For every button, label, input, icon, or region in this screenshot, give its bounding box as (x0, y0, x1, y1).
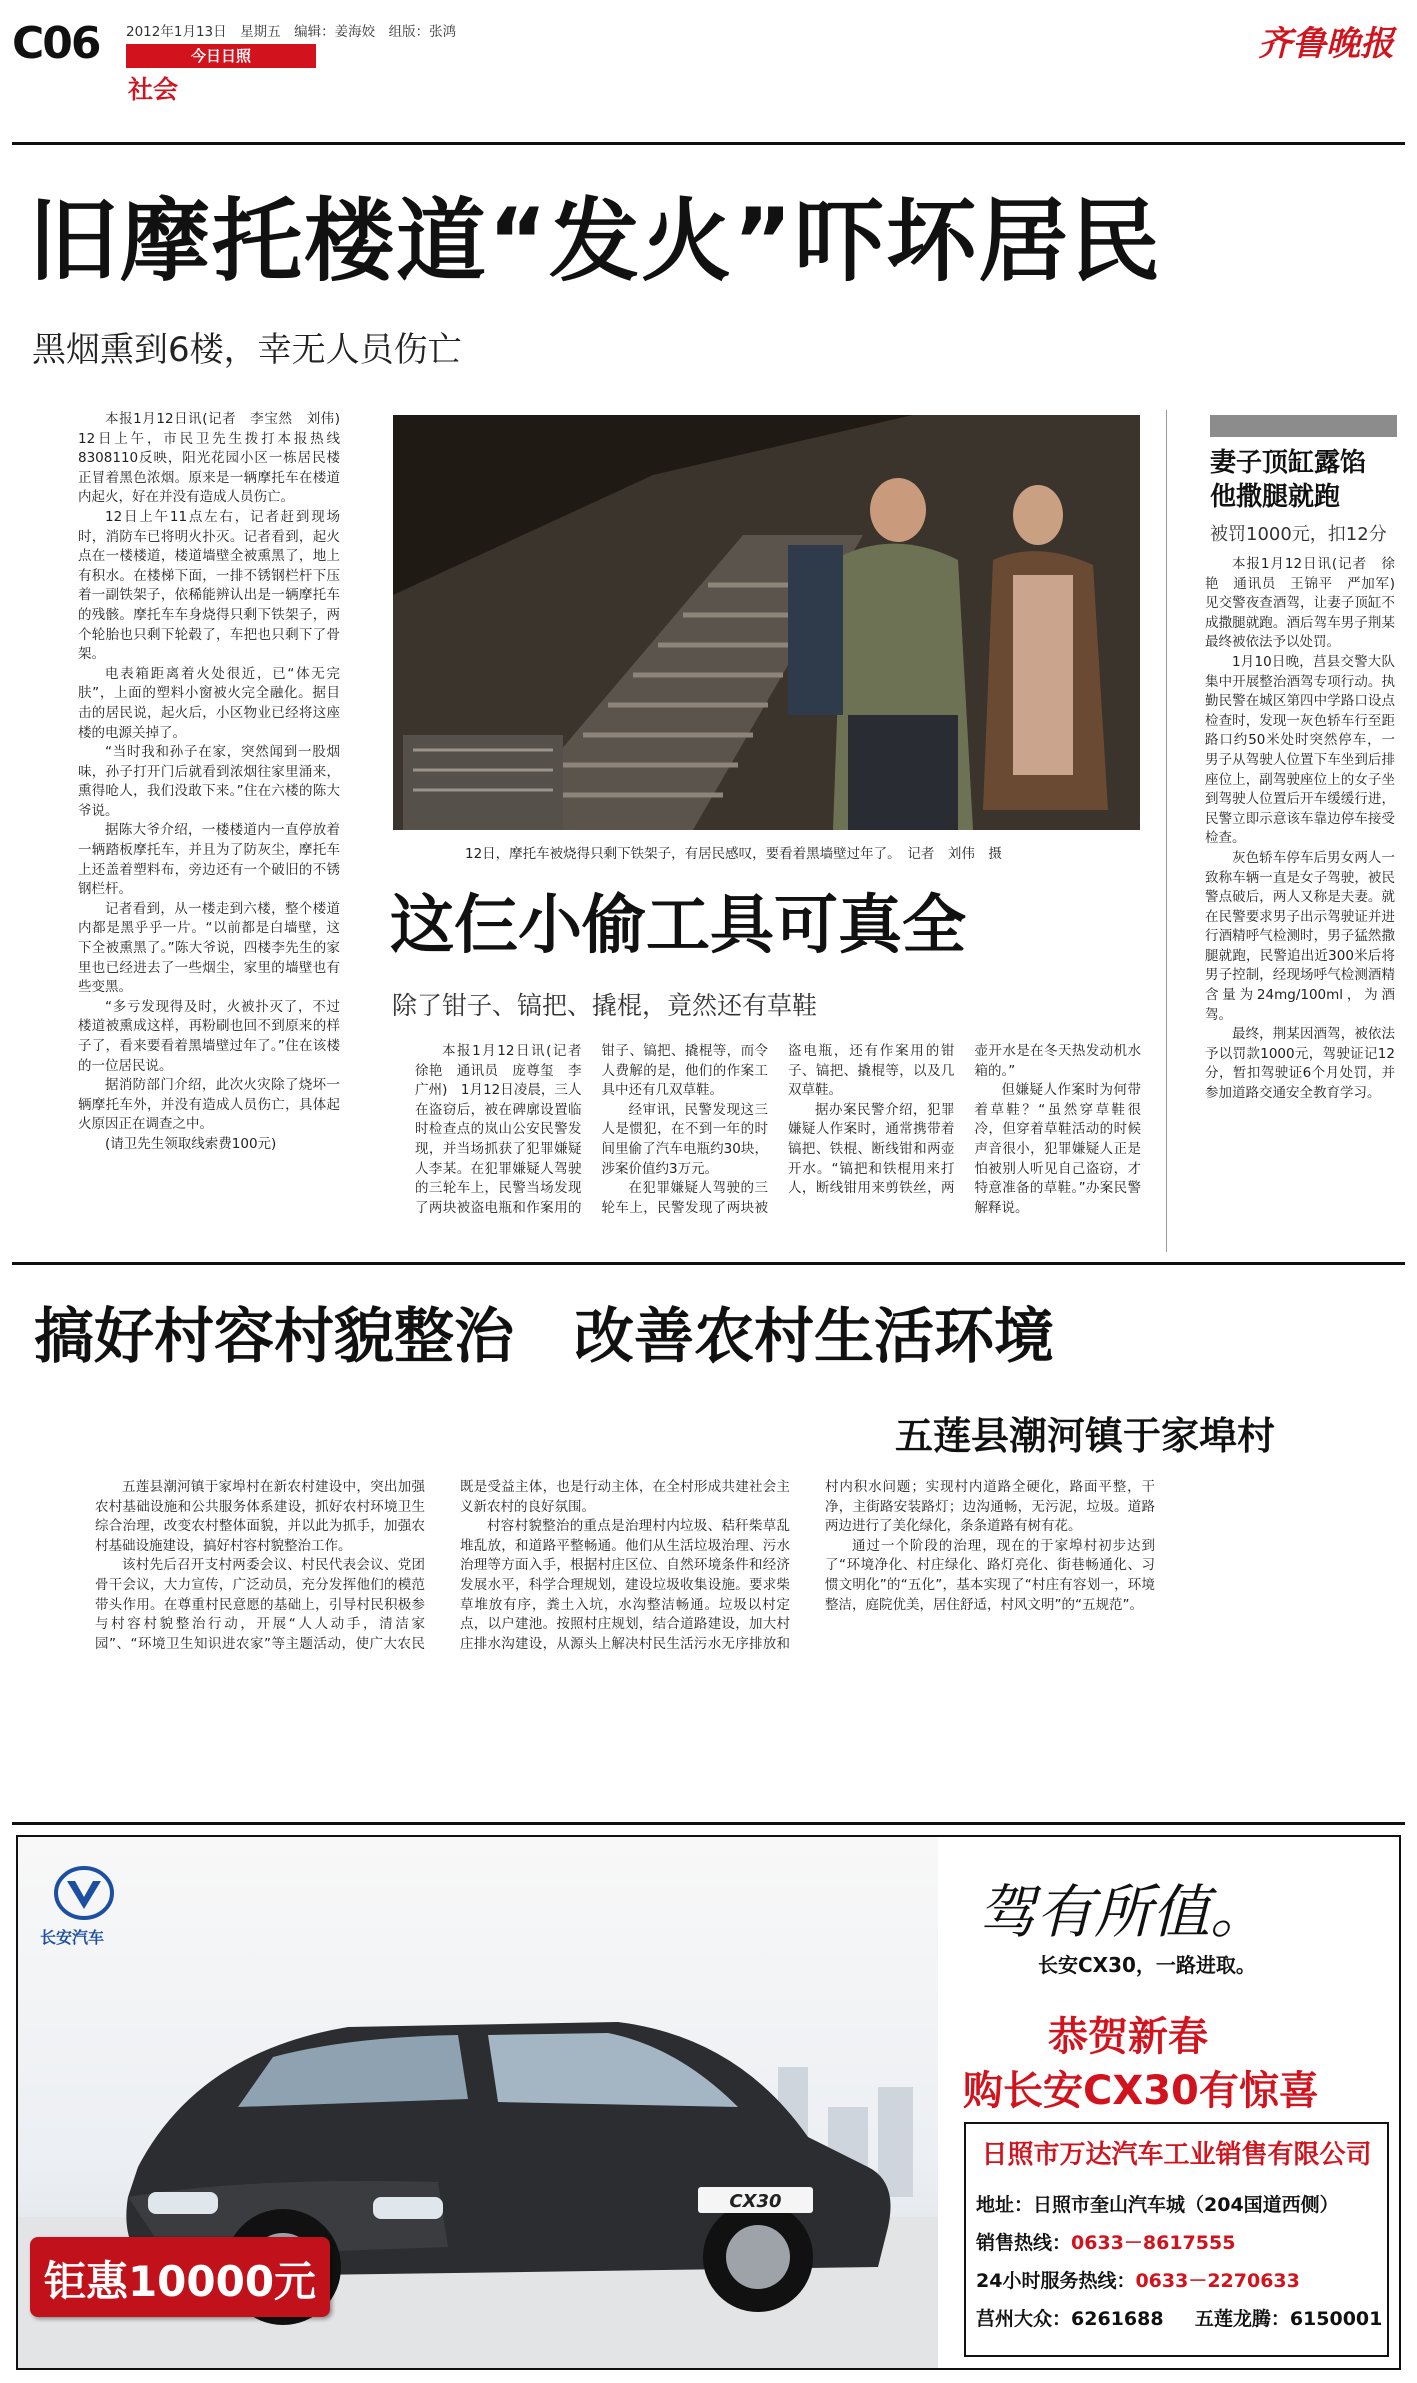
paragraph: 据消防部门介绍，此次火灾除了烧坏一辆摩托车外，并没有造成人员伤亡，具体起火原因正在调查之中。 (78, 1077, 340, 1133)
brand-name: 长安汽车 (40, 1928, 105, 1947)
header-rule (12, 142, 1405, 145)
hotline-number: 0633－8617555 (1071, 2232, 1236, 2254)
paragraph: 本报1月12日讯(记者 徐艳 通讯员 王锦平 严加军) 见交警夜查酒驾，让妻子顶缸不成撒腿就跑。酒后驾车男子荆某最终被依法予以处罚。 (1205, 556, 1409, 651)
sidebar-topbar (1210, 415, 1397, 437)
hotline-label: 销售热线： (976, 2232, 1072, 2254)
car-advertisement (16, 1835, 1401, 2370)
paragraph: 本报1月12日讯(记者 徐艳 通讯员 庞尊玺 李广州) 1月12日凌晨，三人在盗窃后，被在碑廓设置临时检查点的岚山公安民警发现，并当场抓获了犯罪嫌疑人李某。在犯罪嫌疑人驾驶的三轮车上，民警当场发现了两块被盗电瓶和作案用的钳子、镐把、撬棍等，而令人费解的是，他们的作案工具中还有几双草鞋。 (415, 1043, 768, 1216)
page-number: C06 (12, 18, 100, 69)
article-thieves-body (415, 1042, 1141, 1242)
photo-illustration (393, 415, 1140, 830)
branch1-number: 6261688 (1071, 2308, 1164, 2330)
bottom-rule (12, 1822, 1405, 1825)
paragraph: 经审讯，民警发现这三人是惯犯，在不到一年的时间里偷了汽车电瓶约30块，涉案价值约3万元。 (601, 1101, 768, 1177)
paragraph: 据陈大爷介绍，一楼楼道内一直停放着一辆踏板摩托车，并且为了防灰尘，摩托车上还盖着塑料布，旁边还有一个破旧的不锈钢栏杆。 (78, 822, 340, 898)
paragraph: 村容村貌整治的重点是治理村内垃圾、秸秆柴草乱堆乱放，和道路平整畅通。他们从生活垃圾治理、污水治理等方面入手，根据村庄区位、自然环境条件和经济发展水平，科学合理规划，建设垃圾收集设施。要求柴草堆放有序，粪土入坑，水沟整洁畅通。垃圾以村定点，以户建池。按照村庄规划，结合道路建设，加大村庄排水沟建设，从源头上解决村民生活污水无序排放和村内积水问题；实现村内道路全硬化，路面平整，干净，主街路安装路灯；边沟通畅，无污泥，垃圾。道路两边进行了美化绿化，条条道路有树有花。 (460, 1479, 1155, 1652)
sidebar-divider (1166, 410, 1167, 1252)
page-header (0, 0, 1417, 130)
masthead-logo: 齐鲁晚报 (1258, 24, 1394, 64)
changan-logo (53, 1865, 115, 1921)
branch2-number: 6150001 (1289, 2308, 1383, 2330)
dealer-address: 地址：日照市奎山汽车城（204国道西侧） (976, 2194, 1339, 2216)
paragraph: 但嫌疑人作案时为何带着草鞋？“虽然穿草鞋很冷，但穿着草鞋活动的时候声音很小，犯罪嫌疑人正是怕被别人听见自己盗窃，才特意准备的草鞋。”办案民警解释说。 (974, 1082, 1141, 1216)
paragraph: 灰色轿车停车后男女两人一致称车辆一直是女子驾驶，被民警点破后，两人又称是夫妻。就在民警要求男子出示驾驶证并进行酒精呼气检测时，男子猛然撒腿就跑，民警追出近300米后将男子控制，经现场呼气检测酒精含量为24mg/100ml，为酒驾。 (1205, 849, 1395, 1023)
sidebar-body (1205, 555, 1409, 1245)
subhead-thieves: 除了钳子、镐把、撬棍，竟然还有草鞋 (392, 991, 818, 1020)
paragraph: 最终，荆某因酒驾，被依法予以罚款1000元，驾驶证记12分，暂扣驾驶证6个月处罚，并参加道路交通安全教育学习。 (1205, 1026, 1395, 1102)
headline-fire: 旧摩托楼道“发火”吓坏居民 (28, 189, 1163, 294)
article-village-body (95, 1478, 1155, 1813)
paragraph: 本报1月12日讯(记者 李宝然 刘伟) 12日上午，市民卫先生拨打本报热线8308110反映，阳光花园小区一栋居民楼正冒着黑色浓烟。原来是一辆摩托车在楼道内起火，好在并没有造成人员伤亡。 (78, 411, 354, 506)
paragraph: 1月10日晚，莒县交警大队集中开展整治酒驾专项行动。执勤民警在城区第四中学路口设点检查时，发现一灰色轿车行至距路口约50米处时突然停车，一男子从驾驶人位置下车坐到后排座位上，副驾驶座位上的女子坐到驾驶人位置后开车缓缓行进，民警立即示意该车靠边停车接受检查。 (1205, 653, 1395, 847)
paragraph: 五莲县潮河镇于家埠村在新农村建设中，突出加强农村基础设施和公共服务体系建设，抓好农村环境卫生综合治理，改变农村整体面貌，并以此为抓手，加强农村基础设施建设，搞好村容村貌整治工作。 (95, 1479, 425, 1554)
ad-left-scene (18, 1837, 938, 2368)
dealer-box (964, 2122, 1389, 2357)
branch2-label: 五莲龙腾： (1194, 2308, 1290, 2330)
paragraph: 据办案民警介绍，犯罪嫌疑人作案时，通常携带着镐把、铁棍、断线钳和两壶开水。“镐把和铁棍用来打人，断线钳用来剪铁丝，两壶开水是在冬天热发动机水箱的。” (788, 1043, 1141, 1197)
sidebar-headline: 妻子顶缸露馅 他撒腿就跑 (1210, 448, 1393, 512)
paragraph: 记者看到，从一楼走到六楼，整个楼道内都是黑乎乎一片。“以前都是白墙壁，这下全被熏黑了。”陈大爷说，四楼李先生的家里也已经进去了一些烟尘，家里的墙壁也有些变黑。 (78, 900, 340, 996)
discount-tag (30, 2237, 330, 2317)
header-meta: 2012年1月13日 星期五 编辑：姜海姣 组版：张鸿 (126, 24, 457, 40)
branches-row (976, 2304, 1382, 2331)
service-row (976, 2266, 1300, 2293)
section-label: 今日日照 (126, 44, 316, 68)
paragraph: 在犯罪嫌疑人驾驶的三轮车上，民警发现了两块被盗电瓶，还有作案用的钳子、镐把、撬棍等，以及几双草鞋。 (601, 1043, 955, 1216)
article-fire-body (78, 410, 354, 1240)
paragraph: (请卫先生领取线索费100元) (105, 1135, 277, 1152)
service-label: 24小时服务热线： (976, 2270, 1136, 2292)
section-name: 社会 (128, 75, 179, 104)
headline-village: 搞好村容村貌整治 改善农村生活环境 (34, 1302, 1054, 1372)
paragraph: 电表箱距离着火处很近，已“体无完肤”，上面的塑料小窗被火完全融化。据目击的居民说，起火后，小区物业已经将这座楼的电源关掉了。 (78, 665, 340, 741)
changan-v-icon (53, 1865, 115, 1921)
ad-slogan: 驾有所值。 (978, 1878, 1269, 1946)
discount-text: 钜惠10000元 (43, 2257, 317, 2306)
service-number: 0633－2270633 (1135, 2270, 1300, 2292)
paragraph: 通过一个阶段的治理，现在的于家埠村初步达到了“环境净化、村庄绿化、路灯亮化、街巷畅通化、习惯文明化”的“五化”，基本实现了“村庄有容划一，环境整洁，庭院优美，居住舒适，村风文明”的“五规范”。 (825, 1537, 1155, 1613)
paragraph: 12日上午11点左右，记者赶到现场时，消防车已将明火扑灭。记者看到，起火点在一楼楼道，楼道墙壁全被熏黑了，地上有积水。在楼梯下面，一排不锈钢栏杆下压着一副铁架子，依稀能辨认出是一辆摩托车的残骸。摩托车车身烧得只剩下铁架子，两个轮胎也只剩下轮毂了，车把也只剩下了骨架。 (78, 508, 340, 663)
subhead-village: 五莲县潮河镇于家埠村 (895, 1414, 1276, 1458)
mid-rule (12, 1262, 1405, 1265)
model-plate: CX30 (729, 2191, 782, 2212)
sidebar-subhead: 被罚1000元，扣12分 (1210, 524, 1387, 545)
photo-caption: 12日，摩托车被烧得只剩下铁架子，有居民感叹，要看着黑墙壁过年了。 记者 刘伟 摄 (465, 846, 1002, 862)
ad-tagline: 长安CX30，一路进取。 (1038, 1953, 1256, 1977)
promo-line-2: 购长安CX30有惊喜 (963, 2068, 1319, 2114)
dealer-name: 日照市万达汽车工业销售有限公司 (981, 2140, 1372, 2170)
promo-line-1: 恭贺新春 (1048, 2014, 1208, 2060)
paragraph: 该村先后召开支村两委会议、村民代表会议、党团骨干会议，大力宣传，广泛动员，充分发挥他们的模范带头作用。在尊重村民意愿的基础上，引导村民积极参与村容村貌整治行动，开展“人人动手，清洁家园”、“环境卫生知识进农家”等主题活动，使广大农民既是受益主体，也是行动主体，在全村形成共建社会主义新农村的良好氛围。 (95, 1479, 790, 1652)
branch1-label: 莒州大众： (976, 2308, 1072, 2330)
hotline-row (976, 2228, 1235, 2255)
paragraph: “当时我和孙子在家，突然闻到一股烟味，孙子打开门后就看到浓烟往家里涌来，熏得呛人，我们没敢下来。”住在六楼的陈大爷说。 (78, 744, 340, 819)
subhead-fire: 黑烟熏到6楼，幸无人员伤亡 (32, 330, 462, 370)
paragraph: “多亏发现得及时，火被扑灭了，不过楼道被熏成这样，再粉刷也回不到原来的样子了，看来要看着黑墙壁过年了。”住在该楼的一位居民说。 (78, 998, 340, 1074)
fire-photo (393, 415, 1140, 830)
headline-thieves: 这仨小偷工具可真全 (390, 889, 966, 963)
